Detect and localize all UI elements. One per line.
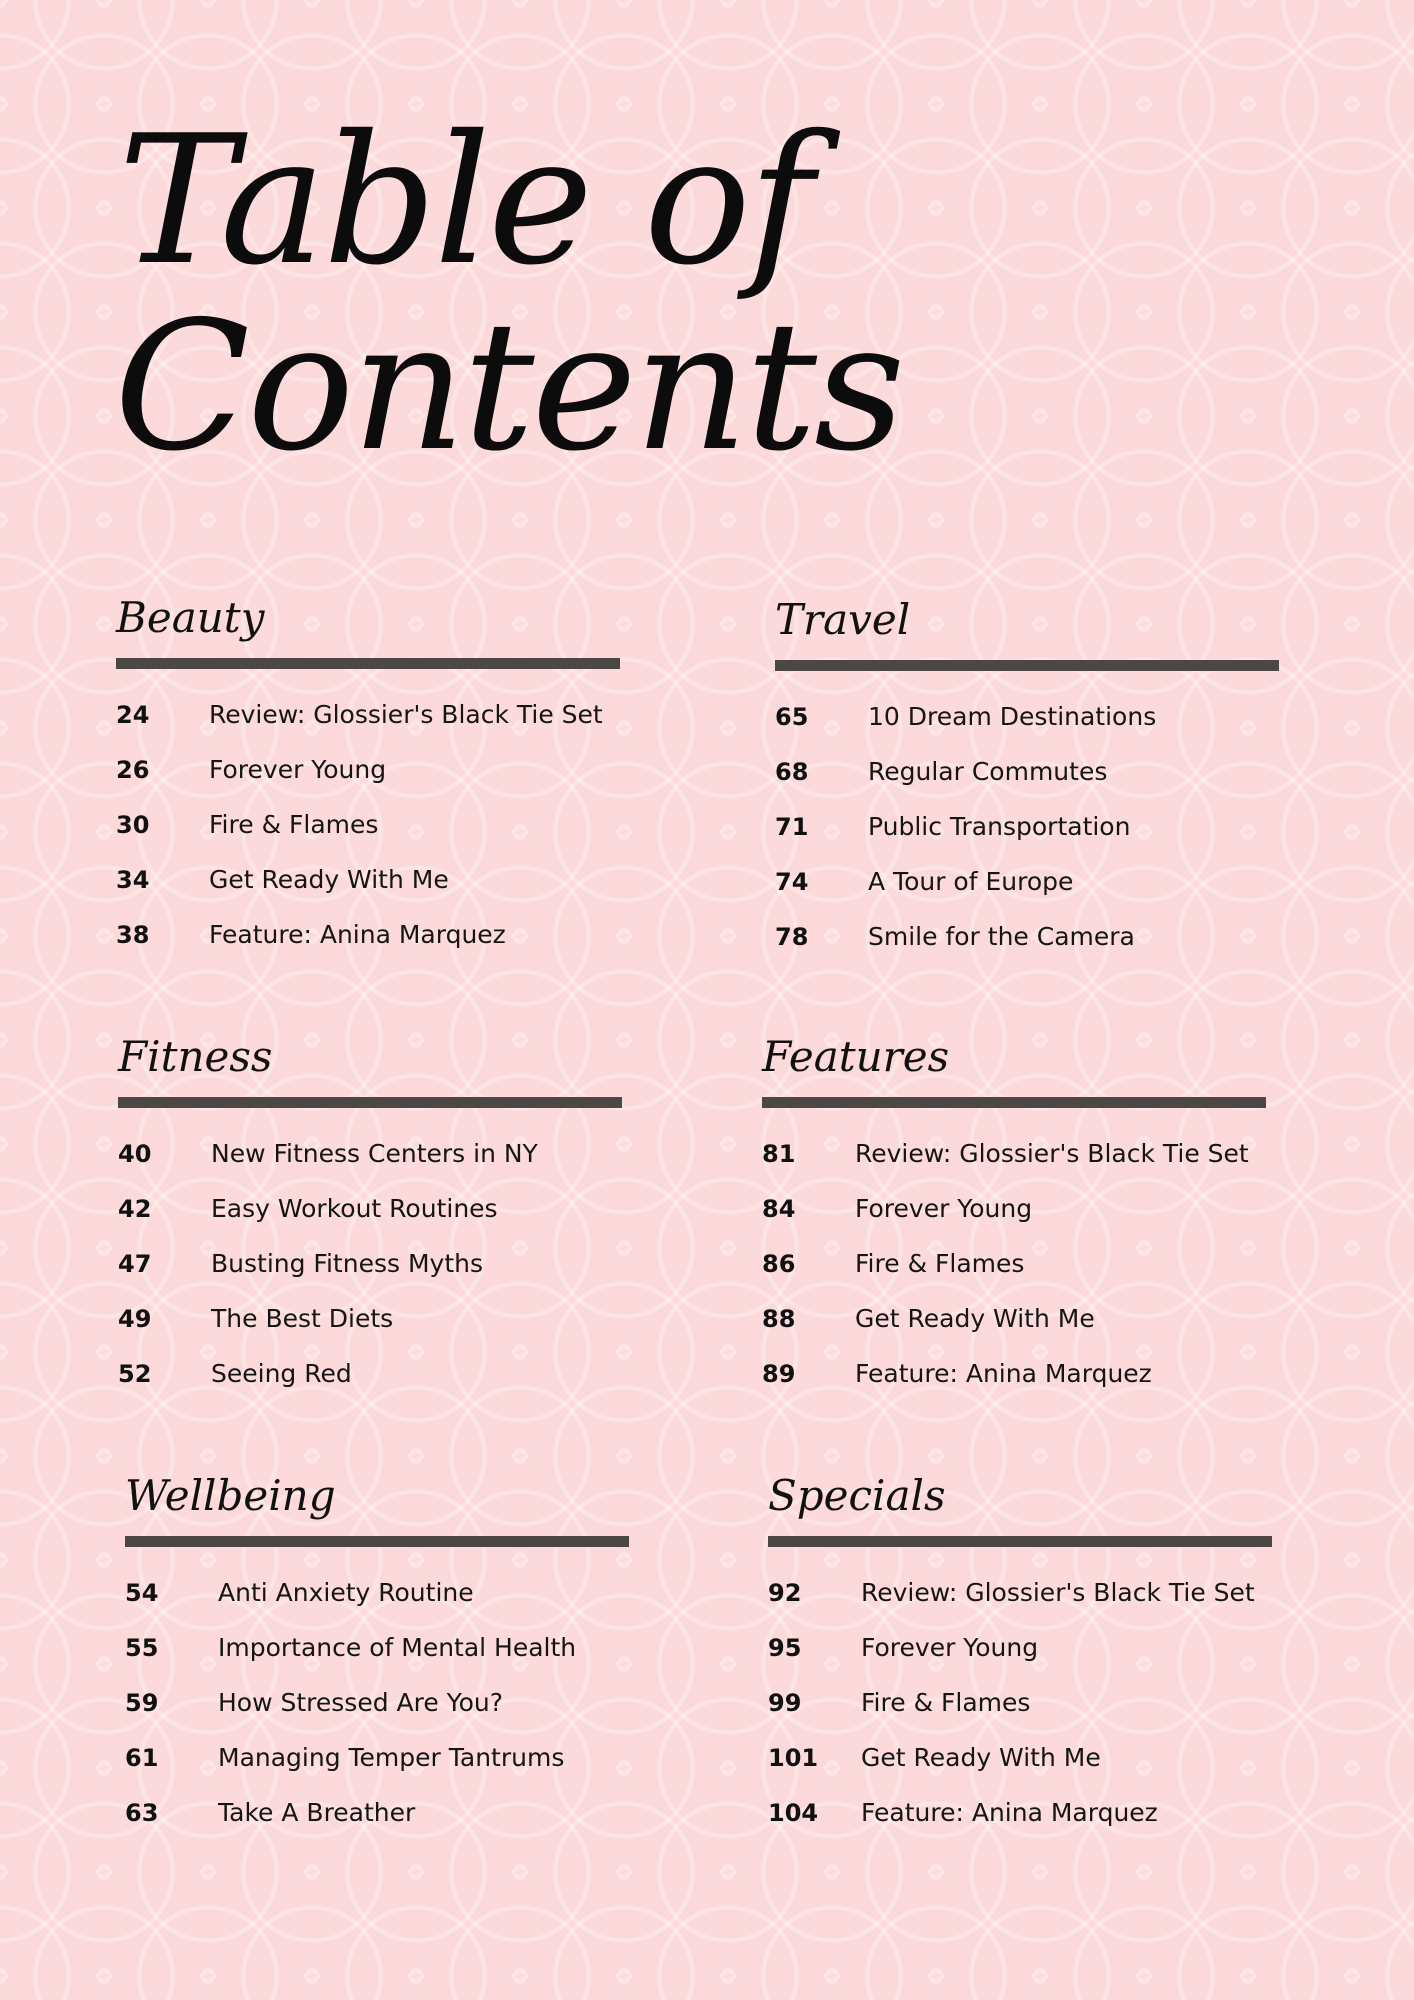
toc-entry[interactable] (768, 1730, 1272, 1785)
entry-title: Busting Fitness Myths (211, 1249, 483, 1278)
toc-entry[interactable] (116, 742, 620, 797)
entry-list (762, 1126, 1266, 1401)
entry-title: Regular Commutes (868, 757, 1108, 786)
section-divider (118, 1097, 622, 1108)
page-number: 86 (762, 1249, 796, 1278)
page-number: 101 (768, 1743, 819, 1772)
page-number: 30 (116, 810, 150, 839)
page-number: 55 (125, 1633, 159, 1662)
page-number: 68 (775, 757, 809, 786)
entry-title: Review: Glossier's Black Tie Set (855, 1139, 1249, 1168)
page-title-line-1: Table of (118, 97, 811, 304)
entry-title: Forever Young (855, 1194, 1033, 1223)
entry-title: Managing Temper Tantrums (218, 1743, 565, 1772)
toc-entry[interactable] (775, 909, 1279, 964)
toc-entry[interactable] (118, 1236, 622, 1291)
section-header: Fitness (118, 1032, 273, 1081)
toc-entry[interactable] (125, 1730, 629, 1785)
entry-title: Review: Glossier's Black Tie Set (861, 1578, 1255, 1607)
toc-entry[interactable] (116, 687, 620, 742)
section-travel (775, 594, 1279, 964)
entry-title: Take A Breather (218, 1798, 416, 1827)
entry-list (118, 1126, 622, 1401)
page-number: 88 (762, 1304, 796, 1333)
entry-title: Get Ready With Me (861, 1743, 1101, 1772)
page-number: 63 (125, 1798, 159, 1827)
section-header: Specials (768, 1471, 946, 1520)
page-number: 84 (762, 1194, 796, 1223)
entry-title: Forever Young (209, 755, 387, 784)
section-divider (768, 1536, 1272, 1547)
toc-entry[interactable] (125, 1675, 629, 1730)
page-number: 49 (118, 1304, 152, 1333)
entry-title: Fire & Flames (209, 810, 379, 839)
page-number: 24 (116, 700, 150, 729)
toc-entry[interactable] (116, 797, 620, 852)
section-divider (775, 660, 1279, 671)
page-title (114, 97, 903, 490)
section-divider (125, 1536, 629, 1547)
toc-entry[interactable] (116, 852, 620, 907)
section-header: Travel (775, 595, 911, 644)
toc-entry[interactable] (118, 1346, 622, 1401)
entry-title: Feature: Anina Marquez (861, 1798, 1158, 1827)
page-number: 104 (768, 1798, 819, 1827)
page-number: 95 (768, 1633, 802, 1662)
entry-title: Fire & Flames (855, 1249, 1025, 1278)
page-number: 59 (125, 1688, 159, 1717)
toc-entry[interactable] (775, 854, 1279, 909)
section-beauty (116, 592, 620, 962)
section-specials (768, 1470, 1272, 1840)
entry-title: Importance of Mental Health (218, 1633, 577, 1662)
page-number: 71 (775, 812, 809, 841)
page-number: 65 (775, 702, 809, 731)
page-number: 78 (775, 922, 809, 951)
section-divider (116, 658, 620, 669)
section-fitness (118, 1031, 622, 1401)
entry-title: Anti Anxiety Routine (218, 1578, 474, 1607)
entry-list (775, 689, 1279, 964)
page-number: 92 (768, 1578, 802, 1607)
page-title-line-2: Contents (114, 283, 903, 490)
page-number: 81 (762, 1139, 796, 1168)
page-number: 54 (125, 1578, 159, 1607)
entry-list (116, 687, 620, 962)
toc-entry[interactable] (762, 1236, 1266, 1291)
toc-entry[interactable] (775, 799, 1279, 854)
toc-entry[interactable] (762, 1291, 1266, 1346)
section-header: Beauty (116, 593, 265, 642)
section-header: Wellbeing (125, 1471, 336, 1520)
entry-title: Feature: Anina Marquez (855, 1359, 1152, 1388)
page-number: 40 (118, 1139, 152, 1168)
entry-title: Get Ready With Me (855, 1304, 1095, 1333)
entry-title: New Fitness Centers in NY (211, 1139, 538, 1168)
page-number: 34 (116, 865, 150, 894)
page-number: 61 (125, 1743, 159, 1772)
toc-entry[interactable] (116, 907, 620, 962)
toc-entry[interactable] (775, 744, 1279, 799)
toc-entry[interactable] (125, 1620, 629, 1675)
section-features (762, 1031, 1266, 1401)
toc-entry[interactable] (125, 1785, 629, 1840)
entry-list (125, 1565, 629, 1840)
entry-title: Review: Glossier's Black Tie Set (209, 700, 603, 729)
entry-title: Feature: Anina Marquez (209, 920, 506, 949)
toc-entry[interactable] (118, 1291, 622, 1346)
page-number: 99 (768, 1688, 802, 1717)
entry-title: Public Transportation (868, 812, 1131, 841)
entry-title: Get Ready With Me (209, 865, 449, 894)
toc-entry[interactable] (775, 689, 1279, 744)
page-number: 47 (118, 1249, 152, 1278)
toc-entry[interactable] (762, 1181, 1266, 1236)
toc-entry[interactable] (762, 1126, 1266, 1181)
toc-entry[interactable] (768, 1565, 1272, 1620)
toc-entry[interactable] (118, 1181, 622, 1236)
toc-entry[interactable] (125, 1565, 629, 1620)
section-header: Features (762, 1032, 950, 1081)
toc-entry[interactable] (762, 1346, 1266, 1401)
toc-entry[interactable] (768, 1785, 1272, 1840)
entry-title: The Best Diets (211, 1304, 394, 1333)
entry-list (768, 1565, 1272, 1840)
entry-title: Smile for the Camera (868, 922, 1135, 951)
page-number: 89 (762, 1359, 796, 1388)
entry-title: Forever Young (861, 1633, 1039, 1662)
section-divider (762, 1097, 1266, 1108)
page-number: 26 (116, 755, 150, 784)
page-number: 74 (775, 867, 809, 896)
toc-entry[interactable] (768, 1620, 1272, 1675)
entry-title: How Stressed Are You? (218, 1688, 504, 1717)
toc-entry[interactable] (768, 1675, 1272, 1730)
entry-title: A Tour of Europe (868, 867, 1074, 896)
page-number: 38 (116, 920, 150, 949)
entry-title: Seeing Red (211, 1359, 352, 1388)
entry-title: Fire & Flames (861, 1688, 1031, 1717)
page-number: 42 (118, 1194, 152, 1223)
page-number: 52 (118, 1359, 152, 1388)
entry-title: 10 Dream Destinations (868, 702, 1157, 731)
section-wellbeing (125, 1470, 629, 1840)
entry-title: Easy Workout Routines (211, 1194, 498, 1223)
toc-entry[interactable] (118, 1126, 622, 1181)
